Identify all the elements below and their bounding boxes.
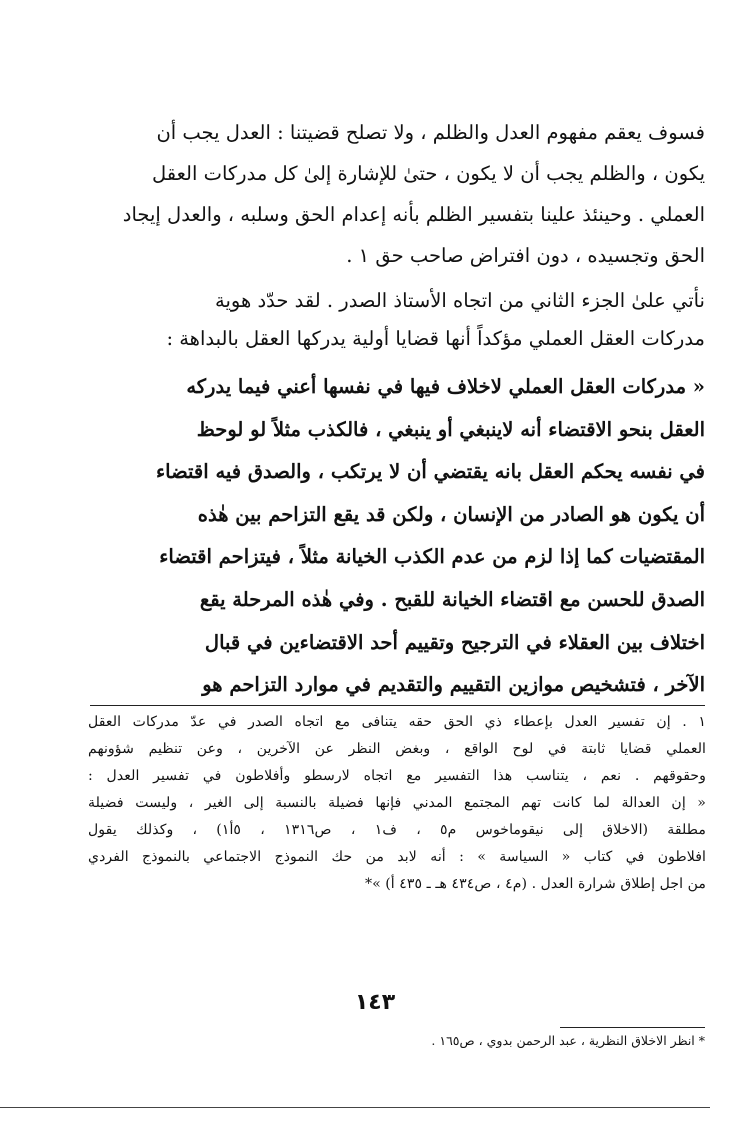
- paragraph-1-line: فسوف يعقم مفهوم العدل والظلم ، ولا تصلح قضيتنا : العدل يجب أن: [156, 121, 705, 144]
- footnote-line: ١ . إن تفسير العدل بإعطاء ذي الحق حقه يتنافى مع اتجاه الصدر في عدّ مدركات العقل: [88, 714, 706, 730]
- footnote-line: « إن العدالة لما كانت تهم المجتمع المدني فإنها فضيلة بالنسبة إلى الغير ، وليست فضيلة: [88, 795, 706, 811]
- quote-line: في نفسه يحكم العقل بانه يقتضي أن لا يرتكب ، والصدق فيه اقتضاء: [156, 460, 705, 484]
- star-footnote: * انظر الاخلاق النظرية ، عبد الرحمن بدوي ، ص١٦٥ .: [431, 1033, 705, 1048]
- quote-line: أن يكون هو الصادر من الإنسان ، ولكن قد يقع التزاحم بين هٰذه: [197, 502, 705, 526]
- paragraph-1-line: العملي . وحينئذ علينا بتفسير الظلم بأنه إعدام الحق وسلبه ، والعدل إيجاد: [122, 203, 705, 226]
- footnote-line: من اجل إطلاق شرارة العدل . (م٤ ، ص٤٣٤ هـ ـ ٤٣٥ أ) »*: [364, 876, 706, 892]
- paragraph-1: [90, 112, 705, 276]
- paragraph-1-line: يكون ، والظلم يجب أن لا يكون ، حتىٰ للإشارة إلىٰ كل مدركات العقل: [152, 162, 705, 185]
- quote-line: العقل بنحو الاقتضاء أنه لاينبغي أو ينبغي ، فالكذب مثلاً لو لوحظ: [196, 417, 705, 441]
- quote-line: الصدق للحسن مع اقتضاء الخيانة للقبح . وفي هٰذه المرحلة يقع: [199, 587, 705, 611]
- footnote-separator: [90, 705, 705, 706]
- page-number: ١٤٣: [354, 990, 396, 1015]
- quoted-passage: [90, 366, 705, 707]
- paragraph-2: [90, 282, 705, 358]
- paragraph-2-line: نأتي علىٰ الجزء الثاني من اتجاه الأستاذ الصدر . لقد حدّد هوية: [215, 289, 705, 312]
- footnote-line: افلاطون في كتاب « السياسة » : أنه لابد من حك النموذج الاجتماعي بالنموذج الفردي: [88, 849, 706, 865]
- footnote-line: العملي قضايا ثابتة في لوح الواقع ، وبغض النظر عن الآخرين ، وعن تنظيم شؤونهم: [88, 741, 706, 757]
- footnote-line: وحقوقهم . نعم ، يتناسب هذا التفسير مع اتجاه لارسطو وأفلاطون في تفسير العدل :: [88, 768, 706, 784]
- paragraph-2-line: مدركات العقل العملي مؤكداً أنها قضايا أولية يدركها العقل بالبداهة :: [166, 327, 705, 350]
- quote-line: الآخر ، فتشخيص موازين التقييم والتقديم في موارد التزاحم هو: [202, 673, 705, 697]
- paragraph-1-line: الحق وتجسيده ، دون افتراض صاحب حق ١ .: [346, 244, 705, 267]
- quote-line: اختلاف بين العقلاء في الترجيح وتقييم أحد الاقتضاءين في قبال: [204, 630, 705, 654]
- footnote-1: [88, 709, 706, 898]
- quote-line: المقتضيات كما إذا لزم من عدم الكذب الخيانة مثلاً ، فيتزاحم اقتضاء: [159, 545, 705, 569]
- footnote-line: مطلقة (الاخلاق إلى نيقوماخوس م٥ ، ف١ ، ص١٣١٦ ، ٥أ١) ، وكذلك يقول: [88, 822, 706, 838]
- star-note-separator: [560, 1027, 705, 1028]
- quote-line: « مدركات العقل العملي لاخلاف فيها في نفسها أعني فيما يدركه: [186, 375, 705, 398]
- scan-edge-line: [0, 1107, 710, 1108]
